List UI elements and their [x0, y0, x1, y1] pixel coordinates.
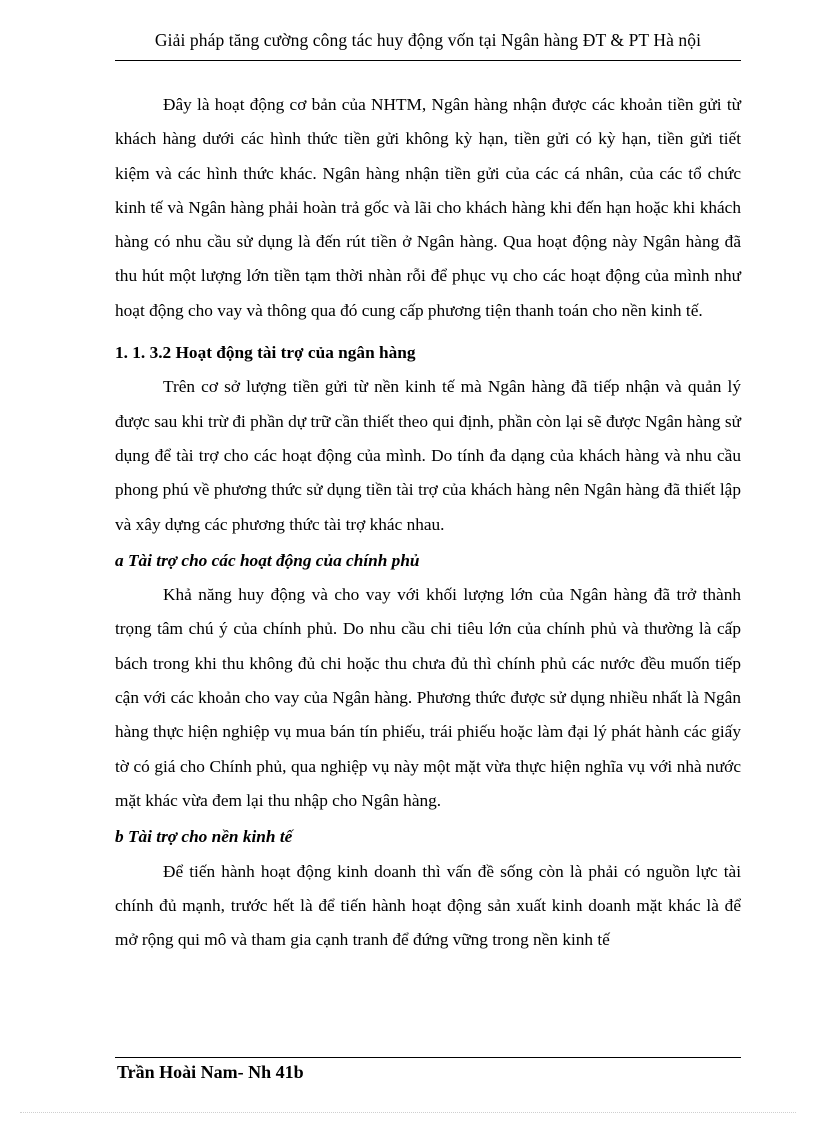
page-footer-author: Trần Hoài Nam- Nh 41b	[117, 1062, 304, 1082]
page-header: Giải pháp tăng cường công tác huy động vốn tại Ngân hàng ĐT & PT Hà nội	[154, 30, 702, 50]
header-rule	[115, 60, 741, 61]
page-bottom-dotted-line	[20, 1112, 796, 1113]
footer-rule	[115, 1057, 741, 1058]
page-body	[115, 88, 741, 957]
subheading-government-financing: a Tài trợ cho các hoạt động của chính phủ	[115, 550, 420, 570]
subheading-economy-financing: b Tài trợ cho nền kinh tế	[115, 827, 293, 847]
paragraph-government-financing: Khả năng huy động và cho vay với khối lượng lớn của Ngân hàng đã trở thành trọng tâm chú ý của chính phủ. Do nhu cầu chi tiêu lớn của chính phủ và thường là cấp bách trong khi thu không đủ chi hoặc thu chưa đủ thì chính phủ các nước đều muốn tiếp cận với các khoản cho vay của Ngân hàng. Phương thức được sử dụng nhiều nhất là Ngân hàng thực hiện nghiệp vụ mua bán tín phiếu, trái phiếu hoặc làm đại lý phát hành các giấy tờ có giá cho Chính phủ, qua nghiệp vụ này một mặt vừa thực hiện nghĩa vụ với nhà nước mặt khác vừa đem lại thu nhập cho Ngân hàng.	[115, 585, 741, 810]
section-heading-financing: 1. 1. 3.2 Hoạt động tài trợ của ngân hàng	[115, 343, 416, 363]
paragraph-financing: Trên cơ sở lượng tiền gửi từ nền kinh tế mà Ngân hàng đã tiếp nhận và quản lý được sau khi trừ đi phần dự trữ cần thiết theo qui định, phần còn lại sẽ được Ngân hàng sử dụng để tài trợ cho các hoạt động của mình. Do tính đa dạng của khách hàng và nhu cầu phong phú về phương thức sử dụng tiền tài trợ của khách hàng nên Ngân hàng đã thiết lập và xây dựng các phương thức tài trợ khác nhau.	[115, 377, 741, 534]
paragraph-economy-financing: Để tiến hành hoạt động kinh doanh thì vấn đề sống còn là phải có nguồn lực tài chính đủ mạnh, trước hết là để tiến hành hoạt động sản xuất kinh doanh mặt khác là để mở rộng qui mô và tham gia cạnh tranh để đứng vững trong nền kinh tế	[115, 861, 741, 950]
paragraph-deposit-activity: Đây là hoạt động cơ bản của NHTM, Ngân hàng nhận được các khoản tiền gửi từ khách hàng dưới các hình thức tiền gửi không kỳ hạn, tiền gửi có kỳ hạn, tiền gửi tiết kiệm và các hình thức khác. Ngân hàng nhận tiền gửi của các cá nhân, của các tổ chức kinh tế và Ngân hàng phải hoàn trả gốc và lãi cho khách hàng khi đến hạn hoặc khi khách hàng có nhu cầu sử dụng là đến rút tiền ở Ngân hàng. Qua hoạt động này Ngân hàng đã thu hút một lượng lớn tiền tạm thời nhàn rỗi để phục vụ cho các hoạt động của mình như hoạt động cho vay và thông qua đó cung cấp phương tiện thanh toán cho nền kinh tế.	[115, 95, 741, 320]
